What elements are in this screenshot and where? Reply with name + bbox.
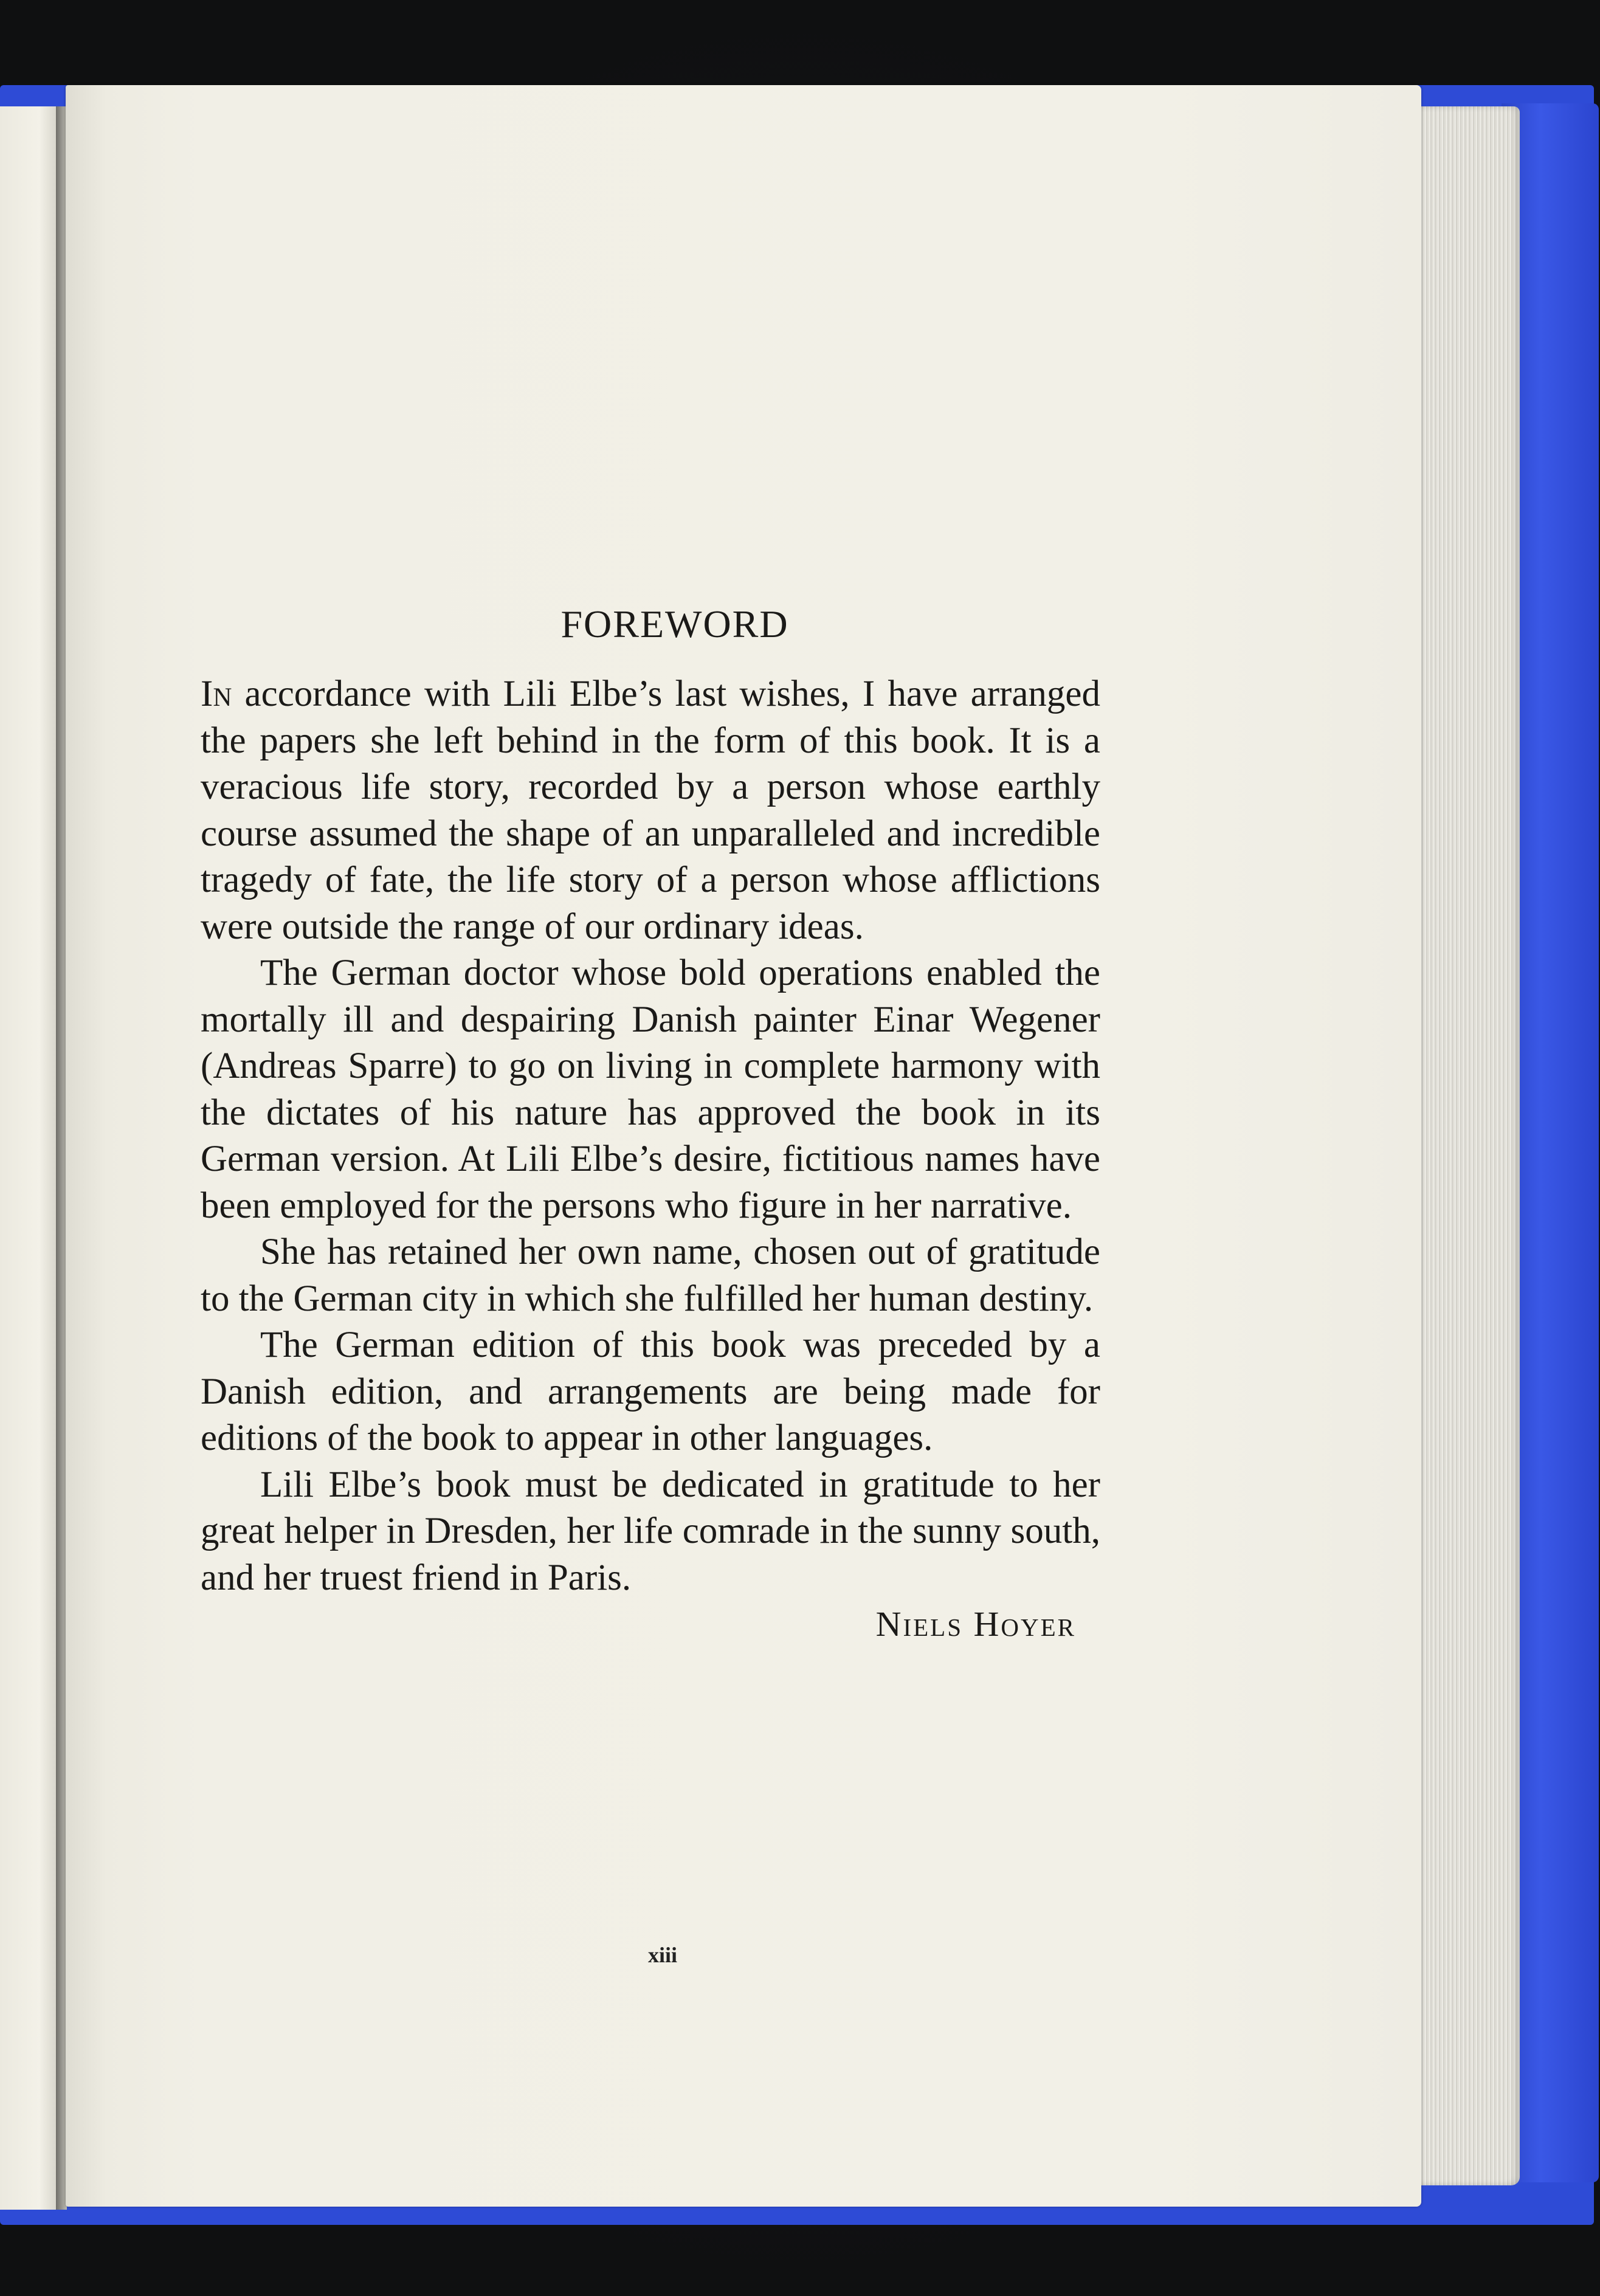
paragraph-text: accordance with Lili Elbe’s last wishes, I have arranged the papers she left behind in the form of this book. It is a veracious life story, recorded by a person whose earthly course assumed the shape of an unparalleled and incredible tragedy of fate, the life story of a person whose afflictions were outside the range of our ordinary ideas. xyxy=(201,674,1100,947)
paragraph-4: The German edition of this book was preceded by a Danish edition, and arrangements are being made for editions of the book to appear in other languages. xyxy=(201,1325,1100,1458)
page-title: FOREWORD xyxy=(560,602,789,646)
paragraph-1 xyxy=(201,671,1100,950)
author-signature: Niels Hoyer xyxy=(875,1604,1076,1644)
paragraph-5: Lili Elbe’s book must be dedicated in gratitude to her great helper in Dresden, her life comrade in the sunny south, and her truest friend in Paris. xyxy=(201,1464,1100,1598)
page-number: xiii xyxy=(647,1943,677,1967)
paragraph-lead-word: In xyxy=(201,674,232,714)
left-page-strip xyxy=(0,106,56,2210)
page-text-block xyxy=(201,602,1100,1647)
paragraph-2: The German doctor whose bold operations enabled the mortally ill and despairing Danish painter Einar Wegener (Andreas Sparre) to go on living in complete harmony with the dictates of his nature has approved the book in its German version. At Lili Elbe’s desire, fictitious names have been employed for the persons who figure in her narrative. xyxy=(201,953,1100,1226)
paragraph-3: She has retained her own name, chosen out of gratitude to the German city in which she fulfilled her human destiny. xyxy=(201,1232,1100,1319)
